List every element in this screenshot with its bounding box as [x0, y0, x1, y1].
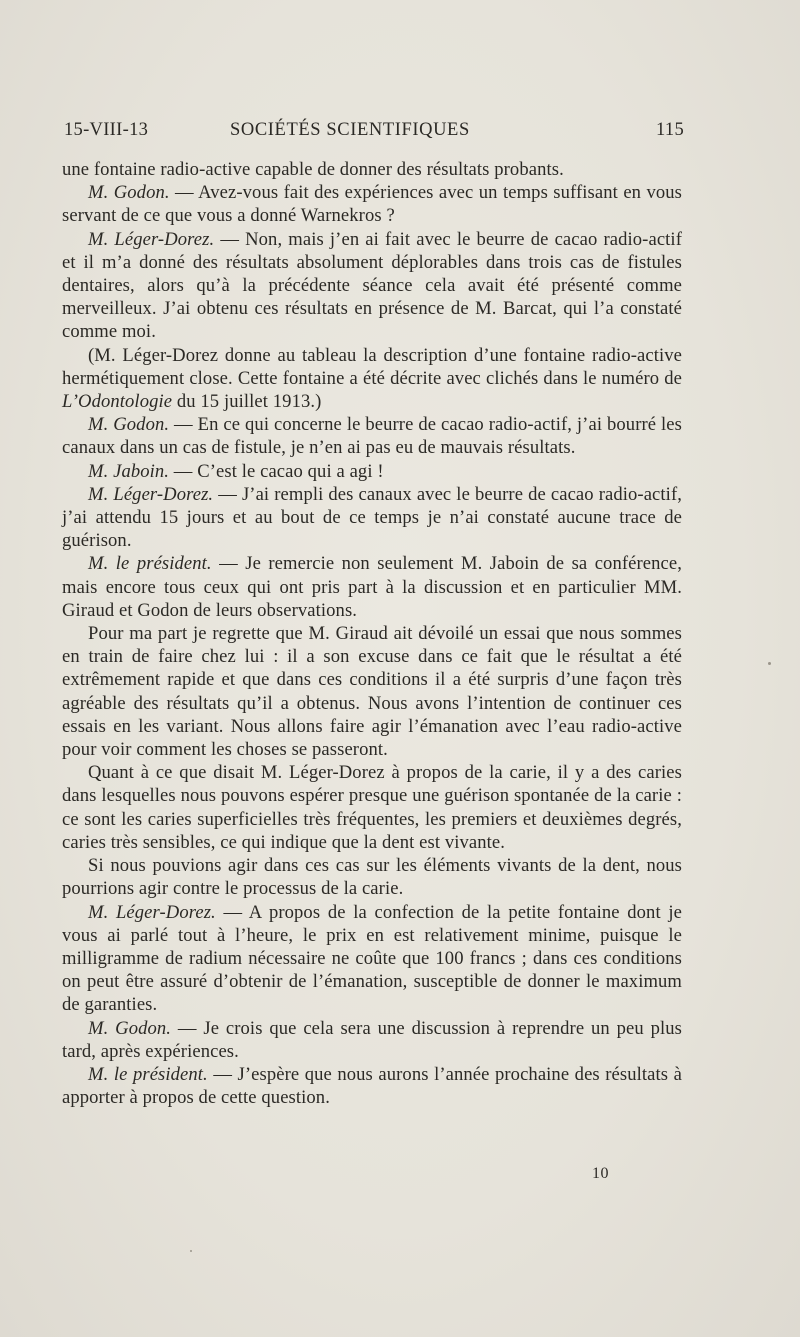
- speaker-name: M. Godon.: [88, 1017, 172, 1039]
- paragraph: [62, 228, 682, 344]
- paragraph-text: — Je remercie non seulement M. Jaboin de sa conférence, mais encore tous ceux qui ont pris part à la discussion et en particulier MM. Giraud et Godon de leurs observations.: [62, 553, 682, 621]
- paragraph-text: — En ce qui concerne le beurre de cacao radio-actif, j’ai bourré les canaux dans un cas de fistule, je n’en ai pas eu de mauvais résultats.: [62, 414, 683, 459]
- paragraph: [62, 854, 682, 900]
- speaker-name: M. Léger-Dorez.: [88, 483, 214, 505]
- paper-speck: [190, 1250, 192, 1252]
- paragraph: [62, 483, 682, 553]
- speaker-name: M. le président.: [88, 553, 212, 575]
- paragraph: [62, 622, 682, 761]
- speaker-name: M. Jaboin.: [88, 460, 170, 482]
- paragraph: [62, 901, 682, 1017]
- paragraph-text: (M. Léger-Dorez donne au tableau la description d’une fontaine radio-active hermétiquement close. Cette fontaine a été décrite avec clichés dans le numéro de: [62, 344, 682, 389]
- paragraph: [62, 344, 682, 414]
- paragraph-text-after: du 15 juillet 1913.): [172, 391, 322, 413]
- paragraph-text: Pour ma part je regrette que M. Giraud ait dévoilé un essai que nous sommes en train de faire chez lui : il a son excuse dans ce fait que le résultat a été extrêmement rapide et que dans ces conditions il a été surpris d’une façon très agréable des résultats qu’il a obtenus. Nous avons l’intention de continuer ces essais en les variant. Nous allons faire agir l’émanation avec l’eau radio-active pour voir comment les choses se passeront.: [62, 623, 682, 761]
- paragraph-text: — Non, mais j’en ai fait avec le beurre de cacao radio-actif et il m’a donné des résultats absolument déplorables dans trois cas de fistules dentaires, alors qu’à la précédente séance cela avait été présenté comme merveilleux. J’ai obtenu ces résultats en présence de M. Barcat, qui l’a constaté comme moi.: [62, 228, 682, 343]
- paragraph-text: — Avez-vous fait des expériences avec un temps suffisant en vous servant de ce que vous a donné Warnekros ?: [62, 182, 683, 227]
- body-text: [62, 158, 682, 1109]
- speaker-name: M. Godon.: [88, 182, 170, 204]
- paragraph: [62, 460, 682, 483]
- running-header: [64, 120, 684, 150]
- speaker-name: M. le président.: [88, 1063, 208, 1085]
- paragraph: [62, 181, 682, 227]
- paragraph-text: Quant à ce que disait M. Léger-Dorez à propos de la carie, il y a des caries dans lesquelles nous pouvons espérer presque une guérison spontanée de la carie : ce sont les caries superficielles très fréquentes, les premiers et deuxièmes degrés, caries très sensibles, ce qui indique que la dent est vivante.: [62, 762, 682, 853]
- header-title: SOCIÉTÉS SCIENTIFIQUES: [230, 120, 470, 140]
- paper-speck: [768, 662, 771, 665]
- journal-title: L’Odontologie: [62, 391, 173, 413]
- header-date: 15-VIII-13: [64, 120, 149, 140]
- paragraph-text: — J’ai rempli des canaux avec le beurre de cacao radio-actif, j’ai attendu 15 jours et au bout de ce temps je n’ai constaté aucune trace de guérison.: [62, 483, 682, 552]
- paragraph: [62, 413, 682, 459]
- paragraph: [62, 158, 682, 181]
- paragraph: [62, 552, 682, 622]
- paragraph-text: une fontaine radio-active capable de donner des résultats probants.: [62, 159, 564, 180]
- paragraph: [62, 1063, 682, 1109]
- paragraph-text: — J’espère que nous aurons l’année prochaine des résultats à apporter à propos de cette question.: [62, 1063, 682, 1109]
- paragraph-text: — Je crois que cela sera une discussion à reprendre un peu plus tard, après expériences.: [62, 1017, 683, 1062]
- paragraph-text: — A propos de la confection de la petite fontaine dont je vous ai parlé tout à l’heure, le prix en est relativement minime, puisque le milligramme de radium nécessaire ne coûte que 100 francs ; dans ces conditions on peut être assuré d’obtenir de l’émanation, susceptible de donner le maximum de garanties.: [62, 901, 682, 1016]
- paragraph-text: — C’est le cacao qui a agi !: [169, 460, 384, 482]
- page-number: 115: [656, 120, 684, 140]
- signature-mark: 10: [592, 1165, 609, 1182]
- paragraph: [62, 1017, 682, 1063]
- speaker-name: M. Léger-Dorez.: [88, 901, 216, 923]
- speaker-name: M. Godon.: [88, 414, 170, 436]
- paragraph: [62, 761, 682, 854]
- speaker-name: M. Léger-Dorez.: [88, 228, 215, 250]
- paragraph-text: Si nous pouvions agir dans ces cas sur les éléments vivants de la dent, nous pourrions agir contre le processus de la carie.: [62, 855, 682, 900]
